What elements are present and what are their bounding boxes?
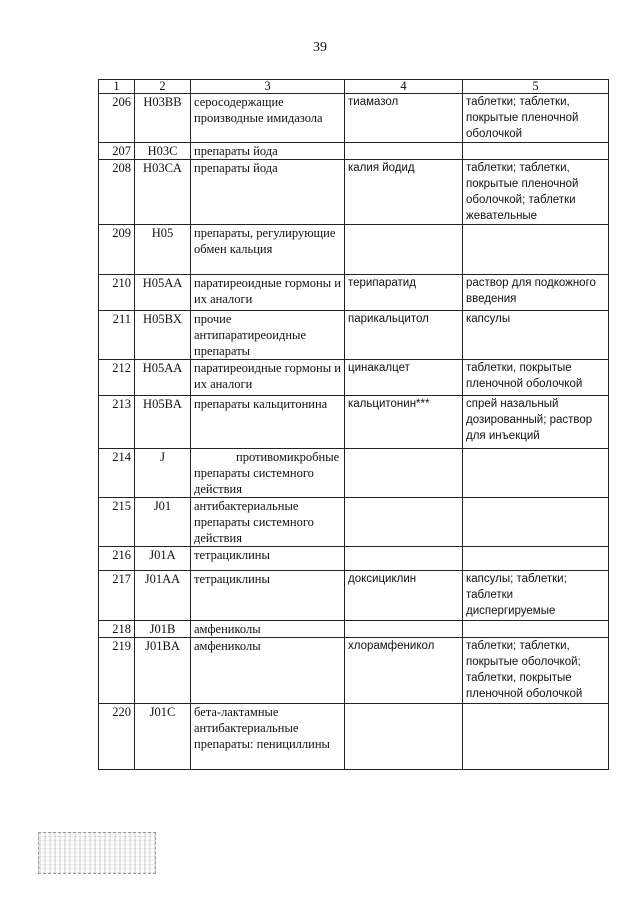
atc-group: противомикробные препараты системного действия <box>191 449 345 498</box>
row-number: 209 <box>99 225 135 275</box>
atc-group: тетрациклины <box>191 571 345 621</box>
dosage-form <box>463 225 609 275</box>
atc-code: H05 <box>135 225 191 275</box>
atc-code: H05BA <box>135 396 191 449</box>
dosage-form: спрей назальный дозированный; раствор для инъекций <box>463 396 609 449</box>
atc-code: J01C <box>135 704 191 770</box>
table-row <box>99 143 609 160</box>
table-row <box>99 275 609 311</box>
row-number: 210 <box>99 275 135 311</box>
atc-code: J01A <box>135 547 191 571</box>
row-number: 219 <box>99 638 135 704</box>
drug-list-table <box>98 79 609 770</box>
atc-code: H05AA <box>135 360 191 396</box>
atc-group: серосодержащие производные имидазола <box>191 94 345 143</box>
drug-name <box>345 143 463 160</box>
atc-code: H03C <box>135 143 191 160</box>
row-number: 214 <box>99 449 135 498</box>
drug-name: парикальцитол <box>345 311 463 360</box>
table-row <box>99 638 609 704</box>
row-number: 217 <box>99 571 135 621</box>
row-number: 218 <box>99 621 135 638</box>
atc-group: паратиреоидные гормоны и их аналоги <box>191 360 345 396</box>
drug-name: доксициклин <box>345 571 463 621</box>
atc-group: антибактериальные препараты системного действия <box>191 498 345 547</box>
drug-name: терипаратид <box>345 275 463 311</box>
dosage-form: таблетки, покрытые пленочной оболочкой <box>463 360 609 396</box>
column-header: 1 <box>99 80 135 94</box>
table-row <box>99 571 609 621</box>
drug-name <box>345 704 463 770</box>
column-header: 5 <box>463 80 609 94</box>
dosage-form <box>463 704 609 770</box>
drug-name <box>345 547 463 571</box>
table-row <box>99 311 609 360</box>
dosage-form <box>463 498 609 547</box>
table-row <box>99 360 609 396</box>
atc-group: бета-лактамные антибактериальные препараты: пенициллины <box>191 704 345 770</box>
atc-group: паратиреоидные гормоны и их аналоги <box>191 275 345 311</box>
table-row <box>99 498 609 547</box>
table-row <box>99 449 609 498</box>
atc-code: J01 <box>135 498 191 547</box>
row-number: 216 <box>99 547 135 571</box>
table-row <box>99 94 609 143</box>
row-number: 208 <box>99 160 135 225</box>
atc-code: J01BA <box>135 638 191 704</box>
scan-stamp <box>38 832 156 874</box>
row-number: 211 <box>99 311 135 360</box>
atc-group: амфениколы <box>191 638 345 704</box>
drug-name: тиамазол <box>345 94 463 143</box>
dosage-form: таблетки; таблетки, покрытые оболочкой; таблетки, покрытые пленочной оболочкой <box>463 638 609 704</box>
row-number: 206 <box>99 94 135 143</box>
dosage-form: раствор для подкожного введения <box>463 275 609 311</box>
dosage-form <box>463 449 609 498</box>
column-header: 4 <box>345 80 463 94</box>
dosage-form: капсулы <box>463 311 609 360</box>
atc-group: прочие антипаратиреоидные препараты <box>191 311 345 360</box>
dosage-form: капсулы; таблетки; таблетки диспергируемые <box>463 571 609 621</box>
atc-group: препараты йода <box>191 160 345 225</box>
drug-name <box>345 621 463 638</box>
atc-code: H03CA <box>135 160 191 225</box>
dosage-form <box>463 621 609 638</box>
atc-code: J01B <box>135 621 191 638</box>
dosage-form <box>463 143 609 160</box>
atc-group: тетрациклины <box>191 547 345 571</box>
column-header: 3 <box>191 80 345 94</box>
drug-name <box>345 449 463 498</box>
table-row <box>99 547 609 571</box>
row-number: 220 <box>99 704 135 770</box>
drug-name: хлорамфеникол <box>345 638 463 704</box>
table-row <box>99 704 609 770</box>
atc-code: H05BX <box>135 311 191 360</box>
page-number: 39 <box>313 40 327 55</box>
atc-group: препараты йода <box>191 143 345 160</box>
atc-group: амфениколы <box>191 621 345 638</box>
drug-name: калия йодид <box>345 160 463 225</box>
atc-code: J <box>135 449 191 498</box>
table-header-row <box>99 80 609 94</box>
row-number: 213 <box>99 396 135 449</box>
column-header: 2 <box>135 80 191 94</box>
dosage-form: таблетки; таблетки, покрытые пленочной оболочкой <box>463 94 609 143</box>
table-row <box>99 621 609 638</box>
row-number: 207 <box>99 143 135 160</box>
dosage-form: таблетки; таблетки, покрытые пленочной оболочкой; таблетки жевательные <box>463 160 609 225</box>
row-number: 215 <box>99 498 135 547</box>
drug-name <box>345 498 463 547</box>
table-row <box>99 396 609 449</box>
drug-name <box>345 225 463 275</box>
row-number: 212 <box>99 360 135 396</box>
atc-code: H03BB <box>135 94 191 143</box>
table-row <box>99 160 609 225</box>
atc-group: препараты, регулирующие обмен кальция <box>191 225 345 275</box>
table-row <box>99 225 609 275</box>
drug-name: кальцитонин*** <box>345 396 463 449</box>
atc-group: препараты кальцитонина <box>191 396 345 449</box>
atc-code: H05AA <box>135 275 191 311</box>
drug-name: цинакалцет <box>345 360 463 396</box>
dosage-form <box>463 547 609 571</box>
atc-code: J01AA <box>135 571 191 621</box>
